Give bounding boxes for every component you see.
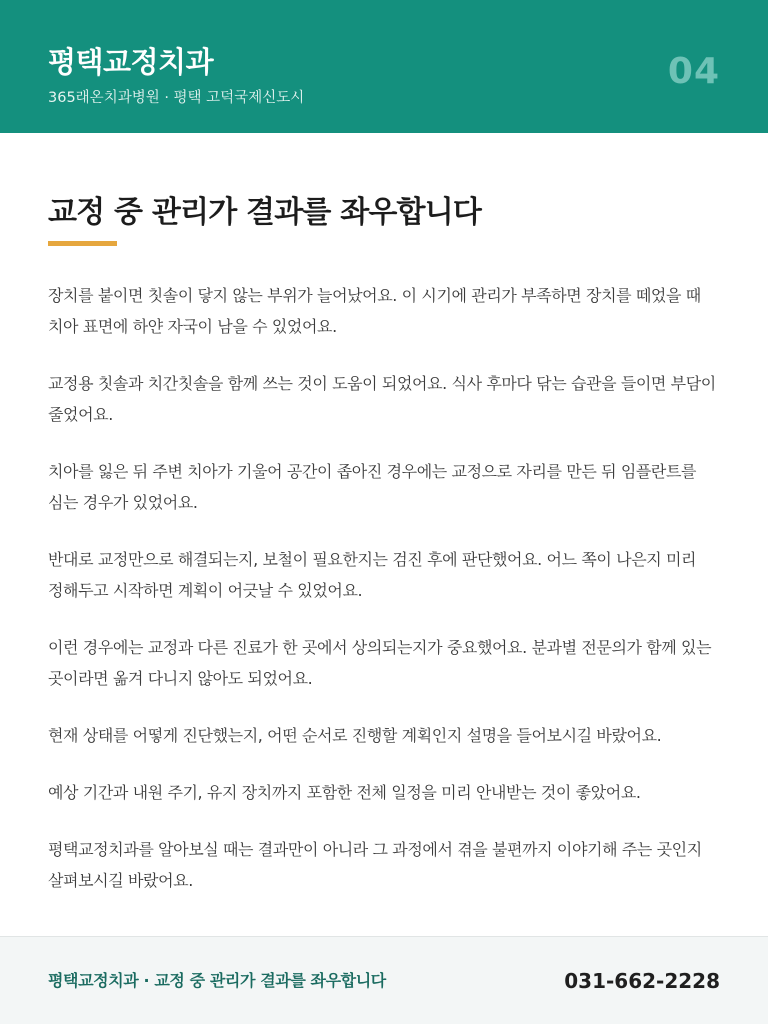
article-title: 교정 중 관리가 결과를 좌우합니다 — [48, 195, 482, 230]
page-number: 04 — [667, 51, 720, 92]
paragraph: 장치를 붙이면 칫솔이 닿지 않는 부위가 늘어났어요. 이 시기에 관리가 부족하면 장치를 떼었을 때 치아 표면에 하얀 자국이 남을 수 있었어요. — [48, 286, 701, 336]
clinic-subtitle: 365래온치과병원 · 평택 고덕국제신도시 — [48, 90, 305, 106]
paragraph: 치아를 잃은 뒤 주변 치아가 기울어 공간이 좁아진 경우에는 교정으로 자리를 만든 뒤 임플란트를 심는 경우가 있었어요. — [48, 462, 697, 512]
article-body — [48, 280, 722, 922]
title-underline-accent — [48, 241, 117, 246]
paragraph: 반대로 교정만으로 해결되는지, 보철이 필요한지는 검진 후에 판단했어요. 어느 쪽이 나은지 미리 정해두고 시작하면 계획이 어긋날 수 있었어요. — [48, 550, 697, 600]
paragraph: 교정용 칫솔과 치간칫솔을 함께 쓰는 것이 도움이 되었어요. 식사 후마다 닦는 습관을 들이면 부담이 줄었어요. — [48, 374, 716, 424]
header-banner — [0, 0, 768, 133]
paragraph: 예상 기간과 내원 주기, 유지 장치까지 포함한 전체 일정을 미리 안내받는 것이 좋았어요. — [48, 783, 641, 802]
paragraph: 이런 경우에는 교정과 다른 진료가 한 곳에서 상의되는지가 중요했어요. 분과별 전문의가 함께 있는 곳이라면 옮겨 다니지 않아도 되었어요. — [48, 638, 712, 688]
footer-caption: 평택교정치과 · 교정 중 관리가 결과를 좌우합니다 — [48, 971, 386, 990]
paragraph: 현재 상태를 어떻게 진단했는지, 어떤 순서로 진행할 계획인지 설명을 들어보시길 바랐어요. — [48, 726, 662, 745]
footer-bar — [0, 936, 768, 1024]
clinic-title: 평택교정치과 — [48, 45, 214, 79]
paragraph: 평택교정치과를 알아보실 때는 결과만이 아니라 그 과정에서 겪을 불편까지 이야기해 주는 곳인지 살펴보시길 바랐어요. — [48, 840, 702, 890]
phone-number: 031-662-2228 — [564, 969, 720, 993]
